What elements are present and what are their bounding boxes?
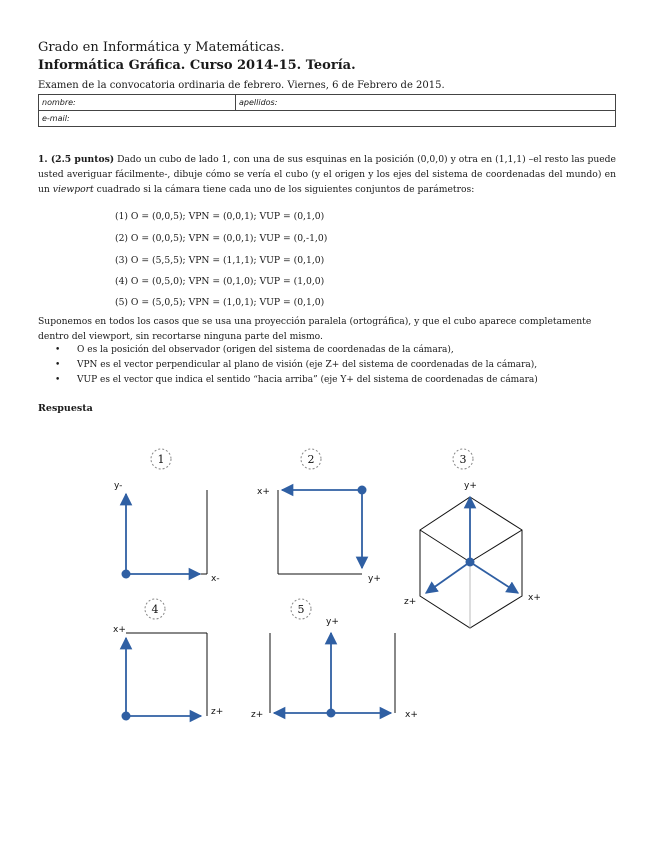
svg-text:5: 5 xyxy=(297,603,305,616)
figure-4-cube-view xyxy=(113,625,223,721)
figure-1-cube-view xyxy=(114,481,220,584)
figure-number-3 xyxy=(453,449,473,469)
nombre-label: nombre: xyxy=(42,98,76,107)
svg-text:y+: y+ xyxy=(464,481,477,491)
answer-heading: Respuesta xyxy=(38,403,93,414)
svg-text:z+: z+ xyxy=(251,710,264,720)
svg-text:y-: y- xyxy=(114,481,123,491)
question-text-b: cuadrado si la cámara tiene cada uno de los siguientes conjuntos de parámetros: xyxy=(93,184,475,195)
viewport-term: viewport xyxy=(52,184,94,195)
apellidos-label: apellidos: xyxy=(239,98,278,107)
bullet-mark: • xyxy=(55,360,61,370)
figure-number-4 xyxy=(145,599,165,619)
case-5: (5) O = (5,0,5); VPN = (1,0,1); VUP = (0,1,0) xyxy=(115,297,325,308)
course-title: Informática Gráfica. Curso 2014-15. Teoría. xyxy=(38,58,356,73)
figure-3-cube-view xyxy=(404,481,541,628)
email-label: e-mail: xyxy=(42,114,70,123)
svg-text:x+: x+ xyxy=(257,487,270,497)
bullet-text: VUP es el vector que indica el sentido “hacia arriba” (eje Y+ del sistema de coordenadas de cámara) xyxy=(77,375,538,385)
assumption-text: Suponemos en todos los casos que se usa una proyección paralela (ortográfica), y que el cubo aparece completamente dentro del viewport, sin recortarse ninguna parte del mismo. xyxy=(38,316,592,342)
svg-text:x+: x+ xyxy=(113,625,126,635)
figure-number-2 xyxy=(301,449,321,469)
svg-text:x+: x+ xyxy=(528,593,541,603)
course-degree: Grado en Informática y Matemáticas. xyxy=(38,40,285,55)
svg-text:1: 1 xyxy=(157,453,165,466)
case-4: (4) O = (0,5,0); VPN = (0,1,0); VUP = (1,0,0) xyxy=(115,276,325,287)
svg-text:y+: y+ xyxy=(326,617,339,627)
figure-number-1 xyxy=(151,449,171,469)
svg-text:x-: x- xyxy=(211,574,220,584)
bullet-text: O es la posición del observador (origen del sistema de coordenadas de la cámara), xyxy=(77,345,454,355)
svg-text:y+: y+ xyxy=(368,574,381,584)
question-number: 1. (2.5 puntos) xyxy=(38,154,115,165)
bullet-mark: • xyxy=(55,375,61,385)
case-3: (3) O = (5,5,5); VPN = (1,1,1); VUP = (0,1,0) xyxy=(115,255,325,266)
svg-text:2: 2 xyxy=(307,453,315,466)
bullet-text: VPN es el vector perpendicular al plano de visión (eje Z+ del sistema de coordenadas de la cámara), xyxy=(77,360,538,370)
exam-subtitle: Examen de la convocatoria ordinaria de febrero. Viernes, 6 de Febrero de 2015. xyxy=(38,80,445,91)
svg-text:z+: z+ xyxy=(404,597,417,607)
question-text-a: Dado un cubo de lado 1, con una de sus esquinas en la posición (0,0,0) y otra en (1,1,1) –el resto las puede usted averiguar fácilmente-, dibuje cómo se vería el cubo (y el origen y los ejes del sistema de coordenadas del mundo) en un xyxy=(38,154,616,195)
figure-number-5 xyxy=(291,599,311,619)
case-2: (2) O = (0,0,5); VPN = (0,0,1); VUP = (0,-1,0) xyxy=(115,233,328,244)
bullet-mark: • xyxy=(55,345,61,355)
case-1: (1) O = (0,0,5); VPN = (0,0,1); VUP = (0,1,0) xyxy=(115,211,325,222)
figure-5-cube-view xyxy=(251,617,418,720)
svg-text:z+: z+ xyxy=(211,707,224,717)
svg-text:3: 3 xyxy=(459,453,467,466)
figure-2-cube-view xyxy=(257,486,381,585)
svg-text:4: 4 xyxy=(151,603,159,616)
svg-text:x+: x+ xyxy=(405,710,418,720)
